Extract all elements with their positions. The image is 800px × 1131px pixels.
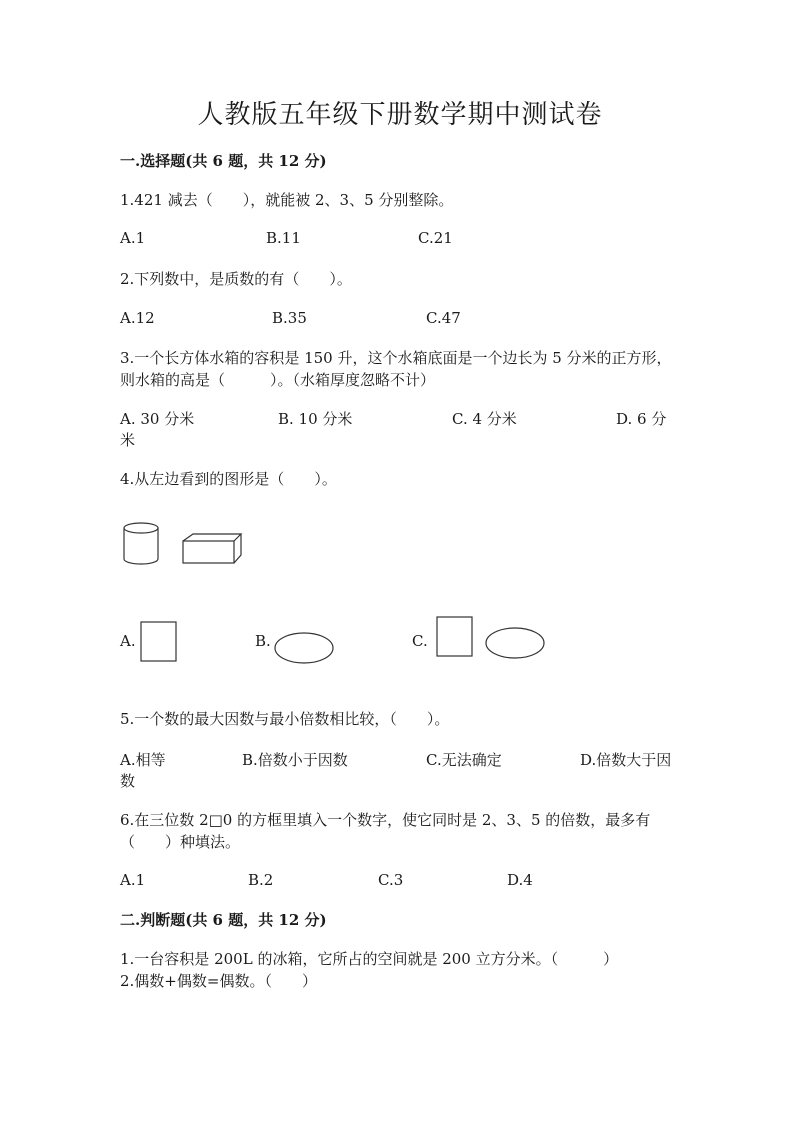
option-b[interactable]: B. <box>255 632 271 650</box>
option-b[interactable]: B.2 <box>248 871 274 889</box>
option-d[interactable]: D.倍数大于因 <box>580 751 672 769</box>
question-4: 4.从左边看到的图形是（ ）。 <box>120 470 337 488</box>
option-c[interactable]: C. 4 分米 <box>452 410 517 428</box>
question-3: 3.一个长方体水箱的容积是 150 升，这个水箱底面是一个边长为 5 分米的正方形，则水箱的高是（ ）。（水箱厚度忽略不计） <box>120 349 672 389</box>
cylinder-figure <box>120 520 170 570</box>
option-b[interactable]: B.11 <box>266 229 301 247</box>
option-b[interactable]: B.35 <box>272 309 307 327</box>
question-6: 6.在三位数 2□0 的方框里填入一个数字，使它同时是 2、3、5 的倍数，最多有（ ）种填法。 <box>120 811 651 851</box>
option-b[interactable]: B. 10 分米 <box>278 410 353 428</box>
option-b[interactable]: B.倍数小于因数 <box>242 751 348 769</box>
option-c[interactable]: C.47 <box>426 309 461 327</box>
square-figure <box>140 620 180 665</box>
option-c[interactable]: C.21 <box>418 229 453 247</box>
question-2: 2.下列数中，是质数的有（ ）。 <box>120 270 352 288</box>
section-heading: 一.选择题(共 6 题，共 12 分) <box>120 152 327 170</box>
cuboid-figure <box>180 530 250 570</box>
page-title: 人教版五年级下册数学期中测试卷 <box>197 100 603 130</box>
ellipse-figure <box>483 624 549 664</box>
option-a[interactable]: A.1 <box>120 871 146 889</box>
question-1: 1.421 减去（ ），就能被 2、3、5 分别整除。 <box>120 191 454 209</box>
option-d[interactable]: D.4 <box>507 871 533 889</box>
option-d[interactable]: D. 6 分 <box>616 410 667 428</box>
option-a[interactable]: A.1 <box>120 229 146 247</box>
section-heading: 二.判断题(共 6 题，共 12 分) <box>120 911 327 929</box>
judge-question-2: 2.偶数+偶数=偶数。（ ） <box>120 972 317 990</box>
option-d-wrap: 数 <box>120 772 136 790</box>
option-a[interactable]: A. <box>120 632 136 650</box>
option-a[interactable]: A. 30 分米 <box>120 410 195 428</box>
option-a[interactable]: A.12 <box>120 309 155 327</box>
judge-question-1: 1.一台容积是 200L 的冰箱，它所占的空间就是 200 立方分米。（ ） <box>120 950 619 968</box>
square-figure <box>436 615 476 660</box>
option-c[interactable]: C.3 <box>378 871 404 889</box>
question-5: 5.一个数的最大因数与最小倍数相比较，（ ）。 <box>120 710 450 728</box>
option-c[interactable]: C. <box>412 632 428 650</box>
option-d-wrap: 米 <box>120 431 136 449</box>
option-a[interactable]: A.相等 <box>120 751 166 769</box>
option-c[interactable]: C.无法确定 <box>426 751 502 769</box>
ellipse-figure <box>272 628 338 668</box>
